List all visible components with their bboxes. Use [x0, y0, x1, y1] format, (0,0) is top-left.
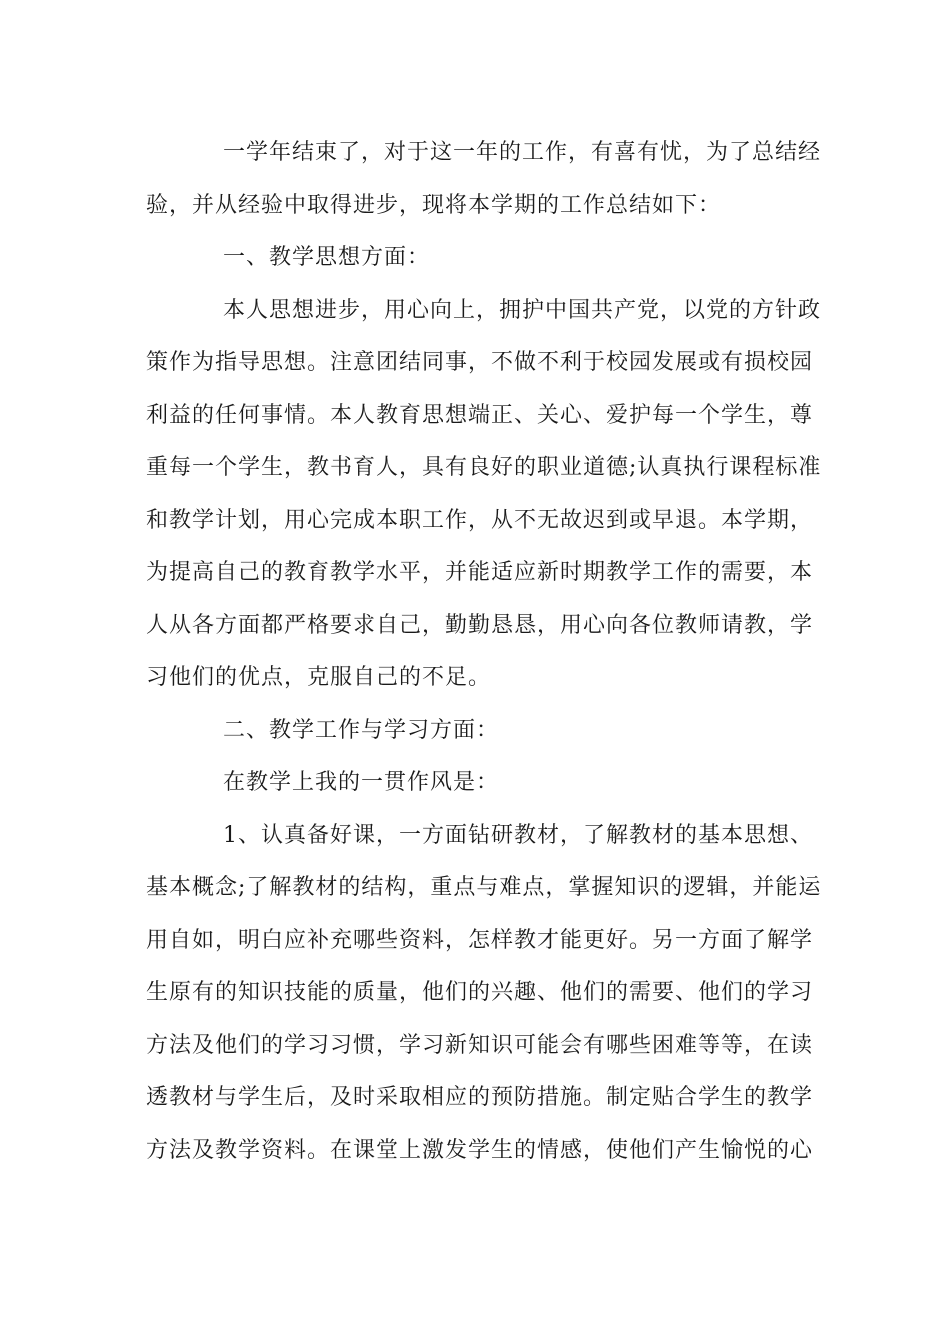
list-item-line: 1、认真备好课，一方面钻研教材，了解教材的基本思想、 [223, 822, 813, 848]
paragraph-line: 方法及他们的学习习惯，学习新知识可能会有哪些困难等等，在读 [146, 1032, 814, 1058]
paragraph-line: 策作为指导思想。注意团结同事，不做不利于校园发展或有损校园 [146, 350, 814, 375]
paragraph-line: 在教学上我的一贯作风是： [223, 770, 500, 795]
paragraph-line: 人从各方面都严格要求自己，勤勤恳恳，用心向各位教师请教，学 [146, 612, 814, 638]
section-heading-teaching-work: 二、教学工作与学习方面： [223, 717, 500, 743]
section-heading-teaching-thought: 一、教学思想方面： [223, 245, 431, 270]
intro-paragraph-line: 一学年结束了，对于这一年的工作，有喜有忧，为了总结经 [223, 140, 822, 165]
paragraph-line: 透教材与学生后，及时采取相应的预防措施。制定贴合学生的教学 [146, 1085, 814, 1110]
paragraph-line: 用自如，明白应补充哪些资料，怎样教才能更好。另一方面了解学 [146, 927, 814, 953]
paragraph-line: 习他们的优点，克服自己的不足。 [146, 665, 492, 690]
paragraph-line: 重每一个学生，教书育人，具有良好的职业道德;认真执行课程标准 [146, 455, 822, 480]
paragraph-line: 方法及教学资料。在课堂上激发学生的情感，使他们产生愉悦的心 [146, 1137, 814, 1163]
paragraph-line: 本人思想进步，用心向上，拥护中国共产党，以党的方针政 [223, 297, 822, 323]
intro-paragraph-line: 验，并从经验中取得进步，现将本学期的工作总结如下： [146, 192, 722, 218]
paragraph-line: 为提高自己的教育教学水平，并能适应新时期教学工作的需要，本 [146, 560, 814, 585]
paragraph-line: 利益的任何事情。本人教育思想端正、关心、爱护每一个学生，尊 [146, 402, 814, 428]
paragraph-line: 和教学计划，用心完成本职工作，从不无故迟到或早退。本学期， [146, 507, 814, 533]
document-body [146, 127, 822, 1177]
paragraph-line: 生原有的知识技能的质量，他们的兴趣、他们的需要、他们的学习 [146, 980, 814, 1005]
paragraph-line: 基本概念;了解教材的结构，重点与难点，掌握知识的逻辑，并能运 [146, 875, 822, 900]
